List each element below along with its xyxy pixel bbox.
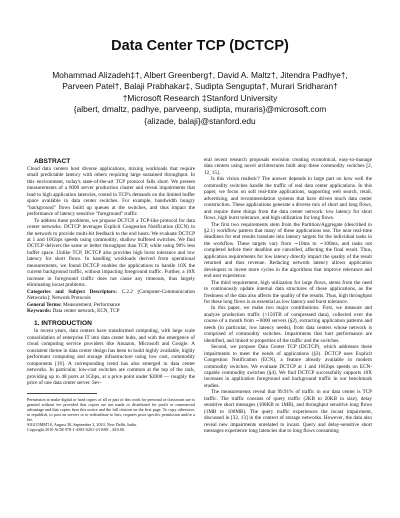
body-paragraph: Is this vision realistic? The answer depends in large part on how well the commodity switches handle the traffic of real data center applications. In this paper, we focus on soft real-time applications, supporting web search, retail, advertising, and recommendation systems that have driven much data center construction. These applications generate a diverse mix of short and long flows, and require three things from the data center network: low latency for short flows, high burst tolerance, and high utilization for long flows. — [204, 176, 372, 222]
permission-footnote: Permission to make digital or hard copies of all or part of this work for personal or classroom use is granted without fee provided that copies are not made or distributed for profit or commercial advantage and that copies bear this notice and the full citation on the first page. To copy otherwise, to republish, to post on servers or to redistribute to lists, requires prior specific permission and/or a fee. — [27, 396, 195, 422]
categories-text: C.2.2 [Computer-Communication Networks]: Network Protocols — [27, 288, 196, 302]
body-paragraph: Second, we propose Data Center TCP (DCTCP), which addresses these impairments to meet the needs of applications (§3). DCTCP uses Explicit Congestion Notification (ECN), a feature already available in modern commodity switches. We evaluate DCTCP at 1 and 10Gbps speeds on ECN-capable commodity switches (§4). We find DCTCP successfully supports 10X increases in application foreground and background traffic in our benchmark studies. — [204, 344, 372, 389]
body-paragraph: The measurements reveal that 99.91% of traffic in our data center is TCP traffic. The traffic consists of query traffic (2KB to 20KB in size), delay sensitive short messages (100KB to 1MB), and throughput sensitive long flows (1MB to 100MB). The query traffic experiences the incast impairment, discussed in [32, 13] in the context of storage networks. However, the data also reveal new impairments unrelated to incast. Query and delay-sensitive short messages experience long latencies due to long flows consuming — [204, 389, 372, 435]
terms-label: General Terms: — [27, 301, 62, 308]
affiliations: †Microsoft Research ‡Stanford University — [122, 92, 278, 103]
right-column — [204, 157, 372, 434]
paper-title: Data Center TCP (DCTCP) — [111, 38, 289, 54]
left-column — [27, 158, 195, 432]
copyright-footnote: Copyright 2010 ACM 978-1-4503-0201-2/10/08 ...$10.00. — [27, 427, 126, 433]
author-block — [0, 70, 400, 127]
body-paragraph: The third requirement, high utilization for large flows, stems from the need to continuously update internal data structures of these applications, as the freshness of the data also affects the quality of the results. Thus, high throughput for these long flows is as essential as low latency and burst tolerance. — [204, 279, 372, 305]
abstract-paragraph: Cloud data centers host diverse applications, mixing workloads that require small predictable latency with others requiring large sustained throughput. In this environment, today's state-of-the-art TCP protocol falls short. We present measurements of a 6000 server production cluster and reveal impairments that lead to high application latencies, rooted in TCP's demands on the limited buffer space available in data center switches. For example, bandwidth hungry "background" flows build up queues at the switches, and thus impact the performance of latency sensitive "foreground" traffic. — [27, 166, 195, 218]
intro-paragraph: In recent years, data centers have transformed computing, with large scale consolidation of enterprise IT into data center hubs, and with the emergence of cloud computing service providers like Amazon, Microsoft and Google. A consistent theme in data center design has been to build highly available, highly performant computing and storage infrastructure using low cost, commodity components [16]. A corresponding trend has also emerged in data center networks. In particular, low-cost switches are common at the top of the rack, providing up to 48 ports at 1Gbps, at a price point under $2000 — roughly the price of one data center server. Sev- — [27, 328, 195, 387]
terms-text: Measurement, Performance — [63, 301, 121, 308]
introduction-heading: 1. INTRODUCTION — [34, 320, 92, 328]
keywords-line — [27, 308, 195, 314]
categories-label: Categories and Subject Descriptors: — [27, 288, 117, 295]
abstract-heading: ABSTRACT — [34, 158, 71, 165]
venue-footnote: SIGCOMM'10, August 30–September 3, 2010, New Delhi, India. — [27, 421, 137, 427]
emails-line: {alizade, balaji}@stanford.edu — [144, 115, 256, 126]
body-paragraph: The first two requirements stem from the Partition/Aggregate (described in §2.1) workflow pattern that many of these applications use. The near real-time deadlines for end results translate into latency targets for the individual tasks in the workflow. These targets vary from ∼10ms to ∼100ms, and tasks not completed before their deadline are cancelled, affecting the final result. Thus, application requirements for low latency directly impact the quality of the result returned and thus revenue. Reducing network latency allows application developers to invest more cycles in the algorithms that improve relevance and end user experience. — [204, 221, 372, 280]
abstract-paragraph: To address these problems, we propose DCTCP, a TCP-like protocol for data center networks. DCTCP leverages Explicit Congestion Notification (ECN) in the network to provide multi-bit feedback to the end hosts. We evaluate DCTCP at 1 and 10Gbps speeds using commodity, shallow buffered switches. We find DCTCP delivers the same or better throughput than TCP, while using 90% less buffer space. Unlike TCP, DCTCP also provides high burst tolerance and low latency for short flows. In handling workloads derived from operational measurements, we found DCTCP enables the applications to handle 10X the current background traffic, without impacting foreground traffic. Further, a 10X increase in foreground traffic does not cause any timeouts, thus largely eliminating incast problems. — [27, 217, 195, 289]
keywords-text: Data center network, ECN, TCP — [52, 307, 120, 314]
categories-line — [27, 289, 195, 302]
body-paragraph: In this paper, we make two major contributions. First, we measure and analyze production traffic (>150TB of compressed data), collected over the course of a month from ∼6000 servers (§2), extracting application patterns and needs (in particular, low latency needs), from data centers whose network is comprised of commodity switches. Impairments that hurt performance are identified, and linked to properties of the traffic and the switches. — [204, 305, 372, 344]
footnote-divider — [27, 393, 97, 394]
authors-line: Mohammad Alizadeh‡†, Albert Greenberg†, David A. Maltz†, Jitendra Padhye†, — [52, 70, 348, 80]
body-paragraph: eral recent research proposals envision creating economical, easy-to-manage data centers using novel architectures built atop these commodity switches [2, 12, 15]. — [204, 157, 372, 176]
authors-line: Parveen Patel†, Balaji Prabhakar‡, Sudipta Sengupta†, Murari Sridharan† — [62, 81, 338, 92]
keywords-label: Keywords: — [27, 307, 52, 314]
emails-line: {albert, dmaltz, padhye, parveenp, sudipta, muraris}@microsoft.com — [73, 104, 327, 115]
